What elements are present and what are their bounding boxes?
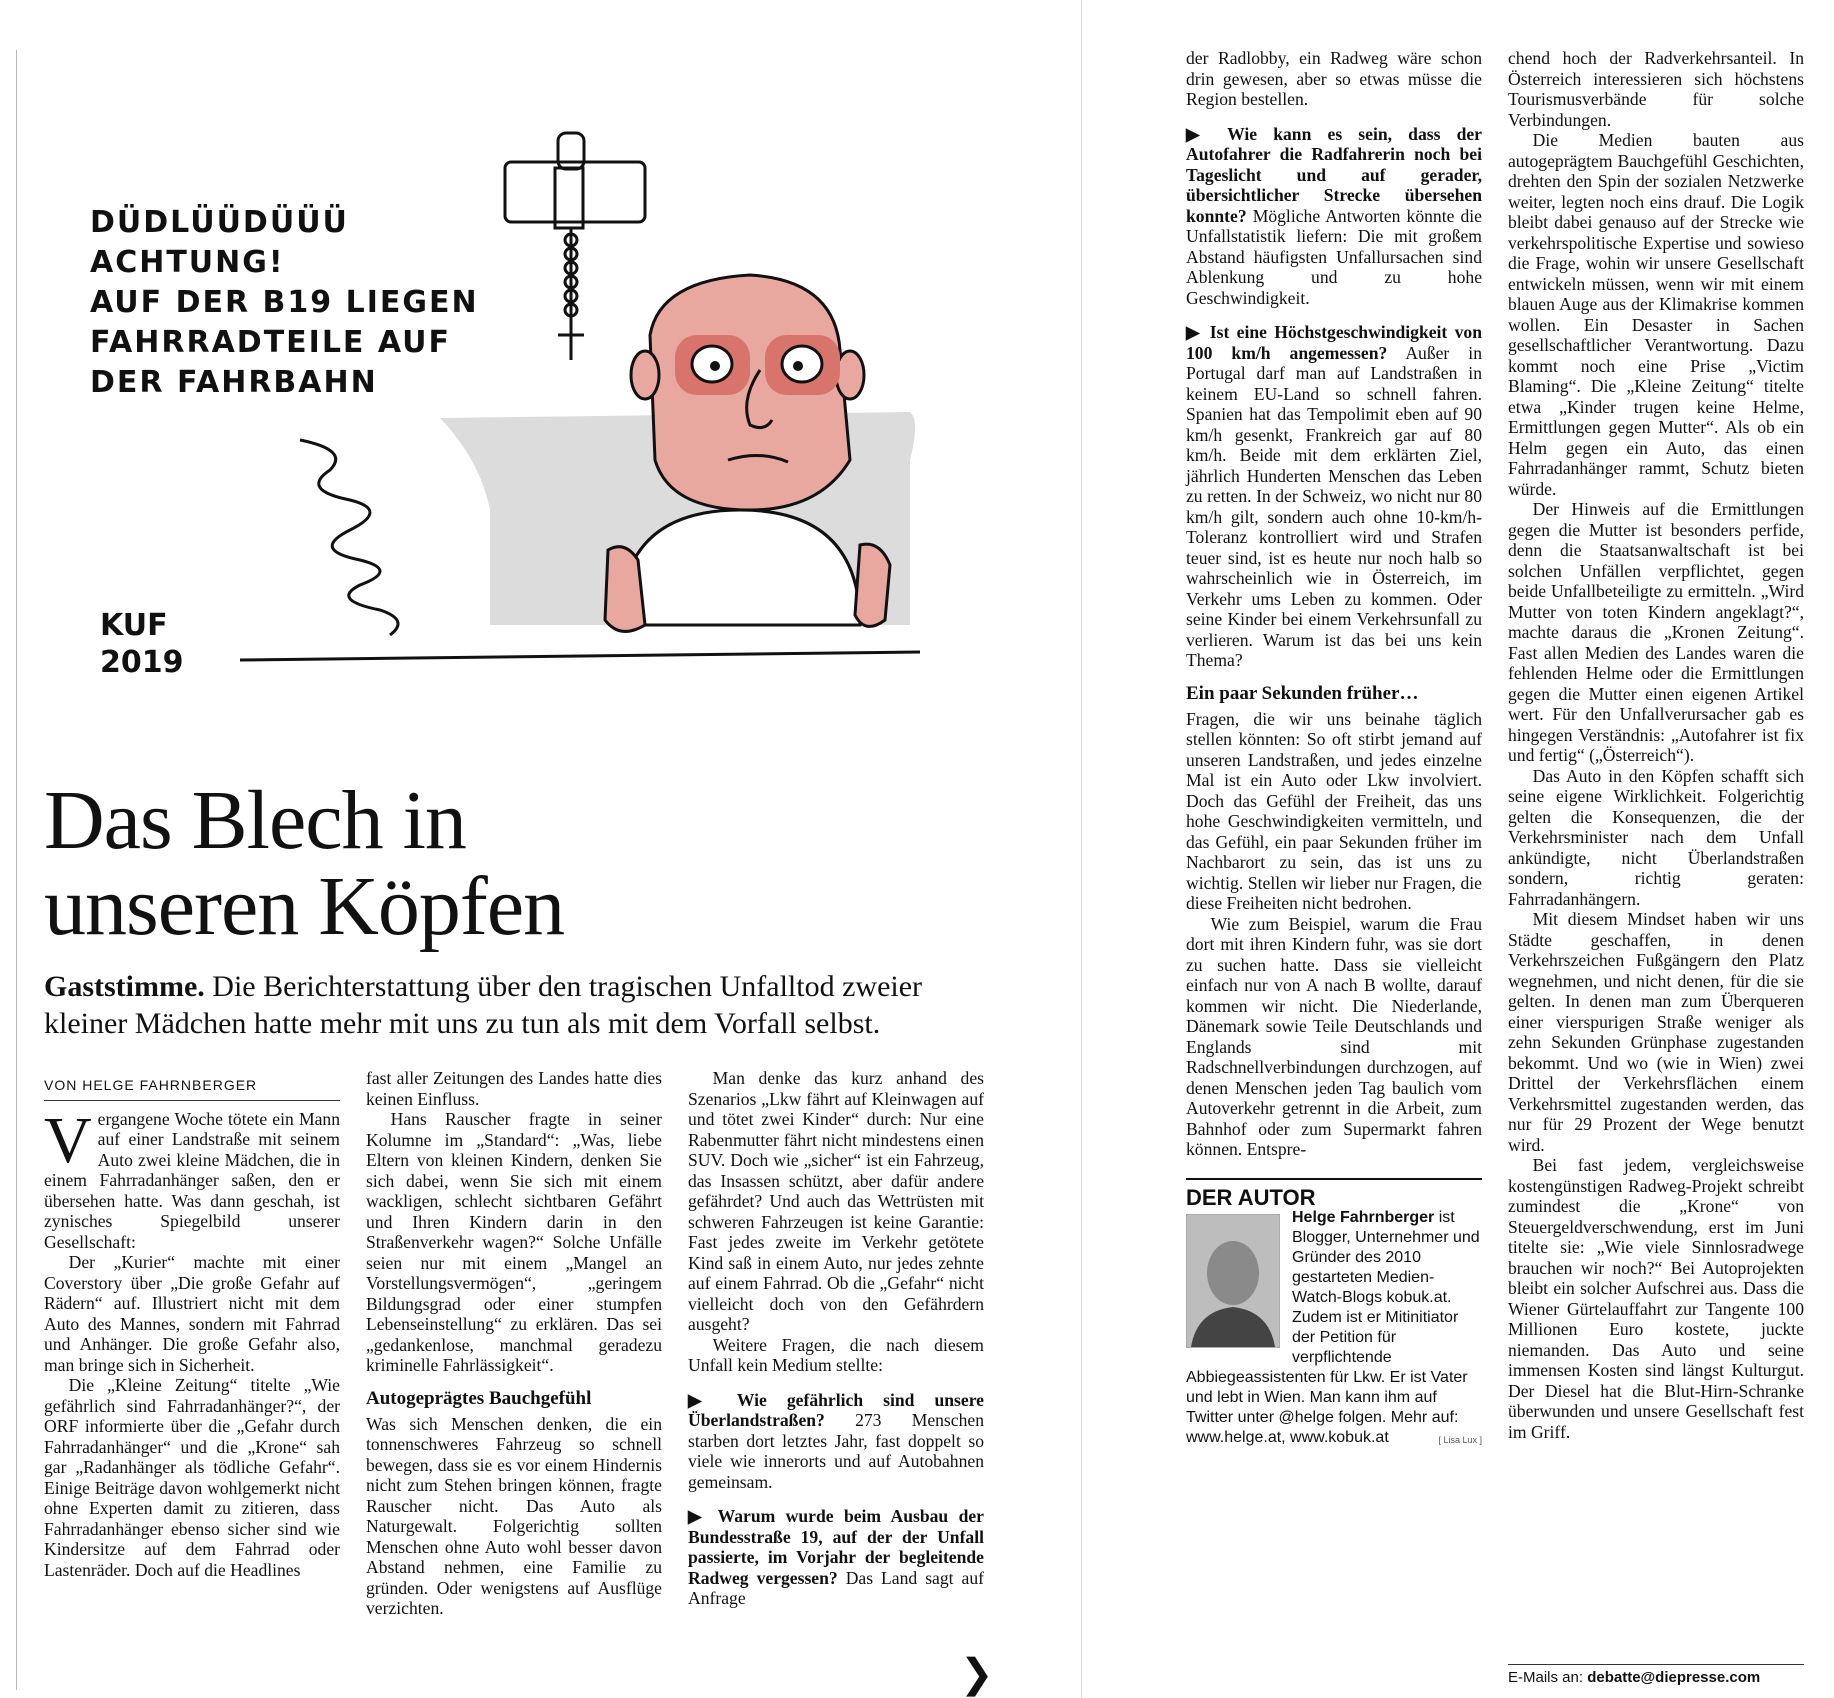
column-3 [688, 1068, 984, 1609]
column-2 [366, 1068, 662, 1619]
paragraph: Weitere Fragen, die nach diesem Unfall kein Medium stellte: [688, 1334, 984, 1375]
page-fold [1081, 0, 1082, 1698]
author-heading: DER AUTOR [1186, 1178, 1482, 1209]
speech-line-1: DÜDLÜÜDÜÜÜ [90, 205, 349, 240]
speaker-sound-icon [300, 440, 398, 635]
photo-credit: [ Lisa Lux ] [1438, 1435, 1482, 1445]
author-photo [1186, 1214, 1280, 1348]
rosary-icon [505, 133, 645, 360]
paragraph-text: Mögliche Antworten könnte die Unfallstatistik liefern: Die mit großem Abstand häufigsten Unfallursachen sind Ablenkung und zu hohe Geschwindigkeit. [1186, 205, 1482, 308]
paragraph: Der Hinweis auf die Ermittlungen gegen die Mutter ist besonders perfide, denn die Staatsanwaltschaft ist bei solchen Unfällen verpflichtet, gegen beide Unfallbeteiligte zu ermitteln. „Wird Mutter von toten Kindern angeklagt?“, machte daraus die „Kronen Zeitung“. Fast allen Medien des Landes waren die fehlenden Helme oder die Ermittlungen gegen die Mutter einen eigenen Artikel wert. Für den Unfallverursacher gab es hingegen Verständnis: „Autofahrer ist fix und fertig“ („Österreich“). [1508, 499, 1804, 765]
paragraph-text: 273 Menschen starben dort letztes Jahr, fast doppelt so viele wie innerorts und auf Autobahnen gemeinsam. [688, 1410, 984, 1492]
question-paragraph [1186, 322, 1482, 671]
paragraph [44, 1103, 340, 1253]
speech-line-4: FAHRRADTEILE AUF [90, 325, 452, 360]
author-box [1186, 1208, 1482, 1448]
right-hand [855, 544, 890, 626]
continue-arrow-icon: ❯ [960, 1652, 994, 1696]
column-1 [44, 1075, 340, 1580]
question-heading: ▶ Ist eine Höchstgeschwindigkeit von 100 km/h angemessen? [1186, 322, 1482, 363]
deck-label: Gaststimme. [44, 970, 205, 1003]
right-page [1086, 0, 1834, 1698]
dashboard-line [240, 652, 920, 660]
paragraph: Fragen, die wir uns beinahe täglich stellen könnten: So oft stirbt jemand auf unseren Landstraßen, und jedes einzelne Mal ist ein Auto oder Lkw involviert. Doch das Gefühl der Freiheit, das uns hohe Geschwindigkeiten vermitteln, und das Gefühl, ein paar Sekunden früher im Nachbarort zu sein, das ist uns zu wichtig. Stellen wir lieber nur Fragen, die diese Freiheiten nicht bedrohen. [1186, 708, 1482, 913]
headline-line-1: Das Blech in [44, 774, 466, 867]
author-bio: ist Blogger, Unternehmer und Gründer des 2010 gestarteten Medien-Watch-Blogs kobuk.at. Zudem ist er Mitinitiator der Petition für verpflichtende Abbiegeassistenten für Lkw. Er ist Vater und lebt in Wien. Man kann ihm auf Twitter unter @helge folgen. Mehr auf: www.helge.at, www.kobuk.at [1186, 1209, 1480, 1446]
subheading: Ein paar Sekunden früher… [1186, 682, 1419, 704]
paragraph: Was sich Menschen denken, die ein tonnenschweres Fahrzeug so schnell bewegen, dass sie es vor einem Hindernis nicht zum Stehen bringen können, fragte Rauscher nicht. Das Auto als Naturgewalt. Folgerichtig sollten Menschen ohne Auto wohl besser davon Abstand nehmen, eine Familie zu gründen. Oder wenigstens auf Ausflüge verzichten. [366, 1413, 662, 1618]
cartoon-signature-year: 2019 [100, 645, 184, 680]
cartoon-signature-name: KUF [100, 608, 168, 643]
article-deck [44, 968, 1004, 1042]
speech-line-2: ACHTUNG! [90, 245, 285, 280]
cartoon-illustration [60, 40, 960, 720]
article-headline [44, 774, 744, 953]
headline-line-2: unseren Köpfen [44, 860, 565, 953]
question-paragraph [688, 1506, 984, 1609]
paragraph: Der „Kurier“ machte mit einer Coverstory über „Die große Gefahr auf Rädern“ auf. Illustriert nicht mit dem Auto des Mannes, sondern mit Fahrrad und Anhänger. Die große Gefahr also, man bringe sich in Sicherheit. [44, 1252, 340, 1375]
paragraph-text: Das Land sagt auf Anfrage [688, 1567, 984, 1608]
question-heading: ▶ Warum wurde beim Ausbau der Bundesstraße 19, auf der der Unfall passierte, im Vorjahr der begleitende Radweg vergessen? [688, 1506, 984, 1588]
question-paragraph [1186, 124, 1482, 309]
paragraph: fast aller Zeitungen des Landes hatte dies keinen Einfluss. [366, 1068, 662, 1109]
drop-cap: V [44, 1103, 92, 1177]
paragraph: Hans Rauscher fragte in seiner Kolumne im „Standard“: „Was, liebe Eltern von kleinen Kindern, denken Sie sich dabei, wenn Sie sich mit einem wackligen, schlecht sichtbaren Gefährt und Ihren Kindern darin in den Straßenverkehr wagen?“ Solche Unfälle seien nur mit einem „Mangel an Vorstellungsvermögen“, „geringem Bildungsgrad oder einer stumpfen Lebenseinstellung“ zu erklären. Das sei „gedankenlose, manchmal geradezu kriminelle Fahrlässigkeit“. [366, 1109, 662, 1375]
deck-text: Die Berichterstattung über den tragischen Unfalltod zweier kleiner Mädchen hatte mehr mit uns zu tun als mit dem Vorfall selbst. [44, 970, 923, 1040]
paragraph: Mit diesem Mindset haben wir uns Städte geschaffen, in denen Verkehrszeichen Fußgängern den Platz wegnehmen, und nicht denen, für die sie gelten. In denen man zum Überqueren einer vierspurigen Straße weniger als zehn Sekunden Grünphase zugestanden bekommt. Und wo (wie in Wien) zwei Drittel der Verkehrsflächen einem Verkehrsmittel zugestanden werden, das nur für 29 Prozent der Wege benutzt wird. [1508, 909, 1804, 1155]
byline: VON HELGE FAHRNBERGER [44, 1075, 340, 1101]
paragraph: Die „Kleine Zeitung“ titelte „Wie gefährlich sind Fahrradanhänger?“, der ORF informierte über die „Gefahr durch Fahrradanhänger“ und die „Krone“ sah gar „Radanhänger als tödliche Gefahr“. Einige Beiträge davon wohlgemerkt nicht ohne Experten damit zu zitieren, dass Fahrradanhänger ebenso sicher sind wie Kindersitze auf dem Fahrrad oder Lastenräder. Doch auf die Headlines [44, 1375, 340, 1580]
author-name: Helge Fahrnberger [1292, 1209, 1435, 1226]
paragraph: der Radlobby, ein Radweg wäre schon drin gewesen, aber so etwas müsse die Region bestellen. [1186, 48, 1482, 109]
column-4 [1186, 48, 1482, 1450]
paragraph: Bei fast jedem, vergleichsweise kostengünstigen Radweg-Projekt schreibt zumindest die „Krone“ von Steuergeldverschwendung, erst im Juni titelte sie: „Wie viele Sinnlosradwege brauchen wir noch?“ Bei Autoprojekten bleibt ein solcher Aufschrei aus. Dass die Wiener Gürtelauffahrt zur Tangente 100 Millionen Euro kostete, juckte niemanden. Das Auto und seine immensen Kosten sind längst Kulturgut. Der Diesel hat die Blut-Hirn-Schranke überwunden und unsere Gesellschaft fest im Griff. [1508, 1155, 1804, 1442]
contact-email [1508, 1664, 1804, 1686]
paragraph: Wie zum Beispiel, warum die Frau dort mit ihren Kindern fuhr, was sie dort zu suchen hatte. Dass sie vielleicht einfach nur von A nach B wollte, darauf kommen wir nicht. Die Niederlande, Dänemark sowie Teile Deutschlands und Englands sind mit Radschnellverbindungen durchzogen, auf denen Menschen jeden Tag baulich vom Autoverkehr getrennt in die Arbeit, zum Bahnhof oder zum Supermarkt fahren können. Entspre- [1186, 913, 1482, 1159]
paragraph: Die Medien bauten aus autogeprägtem Bauchgefühl Geschichten, drehten den Spin der sozialen Netzwerke weiter, legten noch eins drauf. Die Logik bleibt dabei genauso auf der Strecke wie verkehrspolitische Expertise und sowieso die Frage, wohin wir unsere Gesellschaft entwickeln müssen, wenn wir mit einem blauen Auge aus der Klimakrise kommen wollen. Ein Desaster in Sachen gesellschaftlicher Verantwortung. Dazu kommt noch eine Prise „Victim Blaming“. Die „Kleine Zeitung“ titelte etwa „Kinder trugen keine Helme, Ermittlungen gegen Mutter“. Als ob ein Helm gegen ein Auto, das einen Fahrradanhänger rammt, Schutz bieten würde. [1508, 130, 1804, 499]
paragraph-text: Außer in Portugal darf man auf Landstraßen in keinem EU-Land so schnell fahren. Spanien hat das Tempolimit eben auf 90 km/h gesenkt, Frankreich gar auf 80 km/h. Beide mit dem erklärten Ziel, jährlich Hunderten Menschen das Leben zu retten. In der Schweiz, wo nicht nur 80 km/h gilt, sondern auch ohne 10-km/h-Toleranz kontrolliert wird und Strafen teuer sind, ist es heute nur noch halb so wahrscheinlich wie in Österreich, im Verkehr ums Leben zu kommen. Oder seine Kinder bei einem Verkehrsunfall zu verlieren. Warum ist das bei uns kein Thema? [1186, 342, 1482, 670]
page-edge-rule [16, 50, 17, 1690]
speech-line-3: AUF DER B19 LIEGEN [90, 285, 479, 320]
column-5 [1508, 48, 1804, 1442]
paragraph: chend hoch der Radverkehrsanteil. In Österreich interessieren sich höchstens Tourismusverbände für solche Verbindungen. [1508, 48, 1804, 130]
question-paragraph [688, 1390, 984, 1493]
subheading: Autogeprägtes Bauchgefühl [366, 1387, 592, 1409]
email-label: E-Mails an: [1508, 1669, 1588, 1686]
left-hand [605, 547, 645, 632]
paragraph: Das Auto in den Köpfen schafft sich seine eigene Wirklichkeit. Folgerichtig gelten die Konsequenzen, die der Verkehrsminister nach dem Unfall ankündigte, nicht Überlandstraßen sondern, richtig geraten: Fahrradanhängern. [1508, 765, 1804, 909]
paragraph-text: ergangene Woche tötete ein Mann auf einer Landstraße mit seinem Auto zwei kleine Mädchen, die in einem Fahrradanhänger saßen, den er übersehen hatte. Was dann geschah, ist zynisches Spiegelbild unserer Gesellschaft: [44, 1108, 340, 1252]
email-address-link[interactable]: debatte@diepresse.com [1587, 1669, 1761, 1686]
driver-head [631, 275, 864, 510]
question-heading: ▶ Wie gefährlich sind unsere Überlandstraßen? [688, 1389, 984, 1430]
paragraph: Man denke das kurz anhand des Szenarios „Lkw fährt auf Kleinwagen auf und tötet zwei Kinder“ durch: Nur eine Rabenmutter fährt nicht mindestens einen SUV. Doch wie „sicher“ ist ein Fahrzeug, das Insassen schützt, aber dafür andere gefährdet? Und auch das Wettrüsten mit schweren Fahrzeugen ist keine Garantie: Fast jedes zweite im Verkehr getötete Kind saß in einem Auto, nur jedes zehnte auf einem Fahrrad. Ob die „Gefahr“ nicht vielleicht doch von den Gefährdern ausgeht? [688, 1068, 984, 1334]
question-heading: ▶ Wie kann es sein, dass der Autofahrer die Radfahrerin noch bei Tageslicht und auf gerader, übersichtlicher Strecke übersehen konnte? [1186, 123, 1482, 226]
speech-line-5: DER FAHRBAHN [90, 365, 378, 400]
